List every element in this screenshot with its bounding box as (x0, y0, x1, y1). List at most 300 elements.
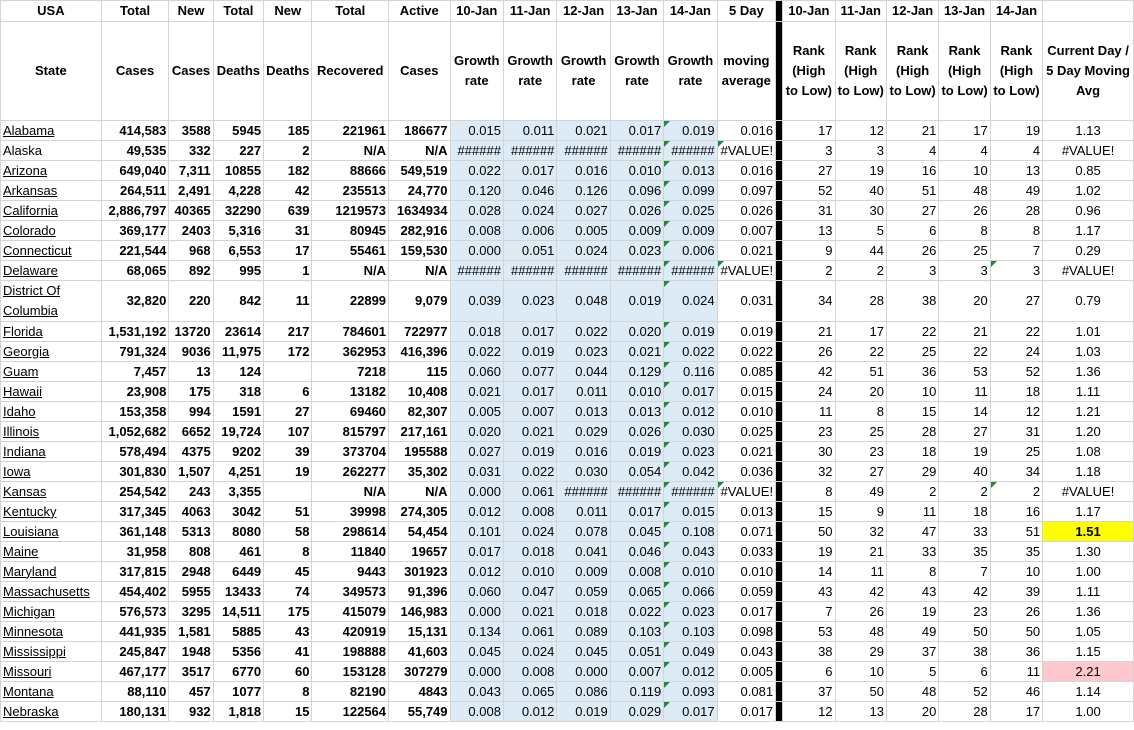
data-cell[interactable]: 2 (783, 261, 835, 281)
data-cell[interactable]: 0.019 (664, 322, 717, 342)
data-cell[interactable]: 722977 (389, 322, 450, 342)
data-cell[interactable]: 0.010 (503, 562, 556, 582)
data-cell[interactable]: 0.022 (664, 342, 717, 362)
data-cell[interactable]: 13720 (169, 322, 213, 342)
data-cell[interactable]: 175 (264, 602, 312, 622)
data-cell[interactable]: 217 (264, 322, 312, 342)
data-cell[interactable]: 32 (783, 462, 835, 482)
data-cell[interactable]: 243 (169, 482, 213, 502)
data-cell[interactable]: 416,396 (389, 342, 450, 362)
data-cell[interactable]: 12 (990, 402, 1042, 422)
data-cell[interactable]: 0.85 (1043, 161, 1134, 181)
data-cell[interactable]: 16 (990, 502, 1042, 522)
data-cell[interactable]: 1 (264, 261, 312, 281)
data-cell[interactable]: 32290 (213, 201, 263, 221)
data-cell[interactable]: 175 (169, 382, 213, 402)
data-cell[interactable]: 19 (886, 602, 938, 622)
data-cell[interactable]: 0.045 (557, 642, 610, 662)
data-cell[interactable]: 46 (990, 682, 1042, 702)
data-cell[interactable]: 11,975 (213, 342, 263, 362)
data-cell[interactable]: 11 (264, 281, 312, 322)
data-cell[interactable]: 0.047 (503, 582, 556, 602)
data-cell[interactable]: 1.03 (1043, 342, 1134, 362)
data-cell[interactable]: 36 (990, 642, 1042, 662)
data-cell[interactable]: 0.023 (557, 342, 610, 362)
data-cell[interactable]: 842 (213, 281, 263, 322)
data-cell[interactable]: 34 (783, 281, 835, 322)
data-cell[interactable]: 4 (990, 141, 1042, 161)
data-cell[interactable]: ###### (664, 141, 717, 161)
data-cell[interactable]: 815797 (312, 422, 389, 442)
data-cell[interactable]: 361,148 (101, 522, 169, 542)
data-cell[interactable]: 0.054 (610, 462, 663, 482)
data-cell[interactable]: N/A (312, 482, 389, 502)
data-cell[interactable]: 1.18 (1043, 462, 1134, 482)
data-cell[interactable]: 18 (886, 442, 938, 462)
data-cell[interactable]: 2403 (169, 221, 213, 241)
data-cell[interactable]: 1.17 (1043, 502, 1134, 522)
data-cell[interactable]: 19,724 (213, 422, 263, 442)
data-cell[interactable]: 11 (835, 562, 886, 582)
data-cell[interactable]: 0.011 (503, 121, 556, 141)
data-cell[interactable]: 24 (783, 382, 835, 402)
data-cell[interactable]: 0.042 (664, 462, 717, 482)
data-cell[interactable]: 298614 (312, 522, 389, 542)
data-cell[interactable]: N/A (389, 261, 450, 281)
data-cell[interactable]: 0.012 (450, 562, 503, 582)
data-cell[interactable]: 0.044 (557, 362, 610, 382)
data-cell[interactable]: 317,815 (101, 562, 169, 582)
data-cell[interactable]: 0.043 (450, 682, 503, 702)
data-cell[interactable]: 23614 (213, 322, 263, 342)
data-cell[interactable]: 16 (886, 161, 938, 181)
data-cell[interactable]: 0.019 (610, 281, 663, 322)
state-link[interactable]: Missouri (1, 662, 102, 682)
data-cell[interactable]: 39 (990, 582, 1042, 602)
data-cell[interactable]: 26 (990, 602, 1042, 622)
data-cell[interactable]: ###### (450, 261, 503, 281)
data-cell[interactable]: 23 (783, 422, 835, 442)
data-cell[interactable]: 1.00 (1043, 562, 1134, 582)
data-cell[interactable]: 0.010 (610, 161, 663, 181)
data-cell[interactable]: 44 (835, 241, 886, 261)
data-cell[interactable]: 12 (783, 702, 835, 722)
state-link[interactable]: Hawaii (1, 382, 102, 402)
data-cell[interactable]: 3042 (213, 502, 263, 522)
state-link[interactable]: Arkansas (1, 181, 102, 201)
data-cell[interactable]: 0.020 (450, 422, 503, 442)
data-cell[interactable]: 0.061 (503, 482, 556, 502)
data-cell[interactable]: 0.024 (503, 201, 556, 221)
data-cell[interactable]: 0.051 (503, 241, 556, 261)
data-cell[interactable]: 10 (886, 382, 938, 402)
data-cell[interactable]: 784601 (312, 322, 389, 342)
data-cell[interactable]: 0.039 (450, 281, 503, 322)
data-cell[interactable]: 0.007 (503, 402, 556, 422)
header-cell[interactable]: Deaths (213, 22, 263, 121)
data-cell[interactable]: 31 (990, 422, 1042, 442)
data-cell[interactable]: 52 (783, 181, 835, 201)
data-cell[interactable]: 9,079 (389, 281, 450, 322)
data-cell[interactable]: 0.016 (557, 161, 610, 181)
data-cell[interactable]: 55461 (312, 241, 389, 261)
data-cell[interactable]: 0.023 (610, 241, 663, 261)
state-link[interactable]: Illinois (1, 422, 102, 442)
data-cell[interactable]: 454,402 (101, 582, 169, 602)
data-cell[interactable]: ###### (610, 261, 663, 281)
header-cell[interactable]: Rank (High to Low) (835, 22, 886, 121)
header-cell[interactable]: Rank (High to Low) (990, 22, 1042, 121)
data-cell[interactable]: 0.017 (450, 542, 503, 562)
data-cell[interactable]: 195588 (389, 442, 450, 462)
data-cell[interactable]: 1.36 (1043, 362, 1134, 382)
data-cell[interactable]: 1219573 (312, 201, 389, 221)
state-link[interactable]: Alaska (1, 141, 102, 161)
data-cell[interactable]: 274,305 (389, 502, 450, 522)
data-cell[interactable]: 27 (990, 281, 1042, 322)
data-cell[interactable]: 0.101 (450, 522, 503, 542)
data-cell[interactable]: 21 (939, 322, 990, 342)
data-cell[interactable]: 0.006 (664, 241, 717, 261)
data-cell[interactable]: 13 (835, 702, 886, 722)
data-cell[interactable]: 0.120 (450, 181, 503, 201)
data-cell[interactable]: 8 (264, 542, 312, 562)
data-cell[interactable]: 53 (783, 622, 835, 642)
data-cell[interactable]: 27 (835, 462, 886, 482)
data-cell[interactable]: 17 (939, 121, 990, 141)
data-cell[interactable]: 11 (783, 402, 835, 422)
data-cell[interactable]: 8 (990, 221, 1042, 241)
data-cell[interactable]: 0.022 (557, 322, 610, 342)
data-cell[interactable]: #VALUE! (1043, 261, 1134, 281)
data-cell[interactable]: 13 (990, 161, 1042, 181)
data-cell[interactable]: 0.022 (717, 342, 775, 362)
data-cell[interactable]: 0.031 (717, 281, 775, 322)
data-cell[interactable]: #VALUE! (717, 261, 775, 281)
state-link[interactable]: Colorado (1, 221, 102, 241)
data-cell[interactable]: 9 (783, 241, 835, 261)
data-cell[interactable]: 21 (835, 542, 886, 562)
data-cell[interactable]: 3 (783, 141, 835, 161)
data-cell[interactable]: 60 (264, 662, 312, 682)
data-cell[interactable]: 13433 (213, 582, 263, 602)
state-link[interactable]: Idaho (1, 402, 102, 422)
data-cell[interactable]: 19657 (389, 542, 450, 562)
data-cell[interactable]: 3588 (169, 121, 213, 141)
data-cell[interactable]: 19 (264, 462, 312, 482)
data-cell[interactable]: 0.036 (717, 462, 775, 482)
data-cell[interactable]: 22899 (312, 281, 389, 322)
data-cell[interactable]: 0.007 (717, 221, 775, 241)
data-cell[interactable]: 0.098 (717, 622, 775, 642)
data-cell[interactable]: 198888 (312, 642, 389, 662)
data-cell[interactable]: 0.021 (557, 121, 610, 141)
data-cell[interactable]: 994 (169, 402, 213, 422)
data-cell[interactable]: 51 (990, 522, 1042, 542)
data-cell[interactable]: 373704 (312, 442, 389, 462)
data-cell[interactable]: 2,886,797 (101, 201, 169, 221)
data-cell[interactable]: 1.20 (1043, 422, 1134, 442)
data-cell[interactable]: 47 (886, 522, 938, 542)
state-link[interactable]: California (1, 201, 102, 221)
data-cell[interactable]: 40365 (169, 201, 213, 221)
data-cell[interactable]: ###### (610, 482, 663, 502)
data-cell[interactable]: 0.000 (557, 662, 610, 682)
data-cell[interactable]: 38 (939, 642, 990, 662)
data-cell[interactable]: 7218 (312, 362, 389, 382)
data-cell[interactable]: 457 (169, 682, 213, 702)
data-cell[interactable]: 0.059 (717, 582, 775, 602)
header-cell[interactable]: 10-Jan (783, 1, 835, 22)
data-cell[interactable]: 0.021 (717, 241, 775, 261)
data-cell[interactable]: 23 (939, 602, 990, 622)
data-cell[interactable]: 28 (835, 281, 886, 322)
header-cell[interactable]: 10-Jan (450, 1, 503, 22)
data-cell[interactable]: 1.11 (1043, 382, 1134, 402)
data-cell[interactable]: 74 (264, 582, 312, 602)
data-cell[interactable]: 0.012 (664, 662, 717, 682)
data-cell[interactable]: 220 (169, 281, 213, 322)
data-cell[interactable]: 35 (939, 542, 990, 562)
data-cell[interactable]: 369,177 (101, 221, 169, 241)
data-cell[interactable]: 639 (264, 201, 312, 221)
data-cell[interactable]: 28 (886, 422, 938, 442)
data-cell[interactable]: 0.009 (557, 562, 610, 582)
data-cell[interactable]: ###### (664, 482, 717, 502)
data-cell[interactable]: 8080 (213, 522, 263, 542)
data-cell[interactable]: 31 (783, 201, 835, 221)
data-cell[interactable]: 23 (835, 442, 886, 462)
data-cell[interactable]: 0.096 (610, 181, 663, 201)
header-cell[interactable]: 12-Jan (886, 1, 938, 22)
data-cell[interactable]: 791,324 (101, 342, 169, 362)
data-cell[interactable]: 0.103 (664, 622, 717, 642)
data-cell[interactable]: 0.097 (717, 181, 775, 201)
data-cell[interactable]: 124 (213, 362, 263, 382)
data-cell[interactable]: 39998 (312, 502, 389, 522)
data-cell[interactable]: 1634934 (389, 201, 450, 221)
data-cell[interactable]: 15 (783, 502, 835, 522)
data-cell[interactable]: 0.033 (717, 542, 775, 562)
header-cell[interactable]: Growth rate (610, 22, 663, 121)
state-link[interactable]: Iowa (1, 462, 102, 482)
data-cell[interactable]: 53 (939, 362, 990, 382)
data-cell[interactable]: 2,491 (169, 181, 213, 201)
data-cell[interactable]: 0.017 (610, 121, 663, 141)
data-cell[interactable]: 0.026 (610, 422, 663, 442)
data-cell[interactable]: 0.025 (717, 422, 775, 442)
data-cell[interactable]: 441,935 (101, 622, 169, 642)
data-cell[interactable]: 2 (835, 261, 886, 281)
data-cell[interactable]: 0.046 (610, 542, 663, 562)
data-cell[interactable]: 82190 (312, 682, 389, 702)
data-cell[interactable]: 0.017 (503, 322, 556, 342)
header-cell[interactable]: Rank (High to Low) (886, 22, 938, 121)
data-cell[interactable]: 0.066 (664, 582, 717, 602)
data-cell[interactable]: 221,544 (101, 241, 169, 261)
data-cell[interactable]: 55,749 (389, 702, 450, 722)
data-cell[interactable]: 0.026 (717, 201, 775, 221)
data-cell[interactable]: 649,040 (101, 161, 169, 181)
data-cell[interactable]: 27 (783, 161, 835, 181)
data-cell[interactable]: 8 (939, 221, 990, 241)
data-cell[interactable]: ###### (503, 141, 556, 161)
data-cell[interactable]: ###### (557, 261, 610, 281)
data-cell[interactable]: 31 (264, 221, 312, 241)
header-cell[interactable]: Recovered (312, 22, 389, 121)
data-cell[interactable]: 41,603 (389, 642, 450, 662)
data-cell[interactable]: 49 (990, 181, 1042, 201)
data-cell[interactable]: 0.023 (503, 281, 556, 322)
data-cell[interactable]: 28 (939, 702, 990, 722)
header-cell[interactable]: Total (213, 1, 263, 22)
data-cell[interactable]: 54,454 (389, 522, 450, 542)
data-cell[interactable]: 180,131 (101, 702, 169, 722)
data-cell[interactable]: 0.015 (664, 502, 717, 522)
data-cell[interactable]: 146,983 (389, 602, 450, 622)
data-cell[interactable]: 88,110 (101, 682, 169, 702)
data-cell[interactable]: 82,307 (389, 402, 450, 422)
data-cell[interactable]: 42 (835, 582, 886, 602)
data-cell[interactable]: 0.030 (664, 422, 717, 442)
data-cell[interactable]: 414,583 (101, 121, 169, 141)
data-cell[interactable]: 40 (835, 181, 886, 201)
data-cell[interactable]: 0.078 (557, 522, 610, 542)
data-cell[interactable]: 36 (886, 362, 938, 382)
data-cell[interactable]: 217,161 (389, 422, 450, 442)
data-cell[interactable]: 1.21 (1043, 402, 1134, 422)
data-cell[interactable]: 52 (939, 682, 990, 702)
data-cell[interactable]: 24,770 (389, 181, 450, 201)
data-cell[interactable]: 1.00 (1043, 702, 1134, 722)
data-cell[interactable]: 0.089 (557, 622, 610, 642)
header-cell[interactable]: 14-Jan (664, 1, 717, 22)
data-cell[interactable]: 42 (939, 582, 990, 602)
data-cell[interactable]: 0.045 (610, 522, 663, 542)
data-cell[interactable]: 0.093 (664, 682, 717, 702)
data-cell[interactable]: 107 (264, 422, 312, 442)
data-cell[interactable]: 25 (939, 241, 990, 261)
data-cell[interactable]: ###### (664, 261, 717, 281)
data-cell[interactable]: 3 (939, 261, 990, 281)
data-cell[interactable]: 7 (939, 562, 990, 582)
data-cell[interactable]: 27 (886, 201, 938, 221)
data-cell[interactable]: 43 (783, 582, 835, 602)
data-cell[interactable]: 23,908 (101, 382, 169, 402)
data-cell[interactable]: 0.012 (503, 702, 556, 722)
data-cell[interactable]: 1.13 (1043, 121, 1134, 141)
state-link[interactable]: Maine (1, 542, 102, 562)
data-cell[interactable]: 6 (939, 662, 990, 682)
data-cell[interactable]: 4 (939, 141, 990, 161)
data-cell[interactable]: 0.017 (664, 382, 717, 402)
data-cell[interactable]: 0.023 (664, 442, 717, 462)
header-cell[interactable]: Growth rate (664, 22, 717, 121)
data-cell[interactable]: 0.043 (664, 542, 717, 562)
data-cell[interactable]: 24 (990, 342, 1042, 362)
data-cell[interactable]: 0.019 (503, 442, 556, 462)
data-cell[interactable]: 33 (939, 522, 990, 542)
data-cell[interactable]: 35 (990, 542, 1042, 562)
data-cell[interactable]: ###### (557, 141, 610, 161)
data-cell[interactable]: 5945 (213, 121, 263, 141)
data-cell[interactable]: 6,553 (213, 241, 263, 261)
data-cell[interactable]: 80945 (312, 221, 389, 241)
state-link[interactable]: Connecticut (1, 241, 102, 261)
data-cell[interactable]: 0.013 (664, 161, 717, 181)
data-cell[interactable]: 182 (264, 161, 312, 181)
data-cell[interactable]: 0.086 (557, 682, 610, 702)
data-cell[interactable]: 0.011 (557, 502, 610, 522)
data-cell[interactable]: 0.017 (717, 702, 775, 722)
header-cell[interactable]: Growth rate (557, 22, 610, 121)
data-cell[interactable]: 0.049 (664, 642, 717, 662)
data-cell[interactable]: 43 (264, 622, 312, 642)
data-cell[interactable]: 51 (264, 502, 312, 522)
data-cell[interactable]: 0.023 (664, 602, 717, 622)
data-cell[interactable]: #VALUE! (717, 482, 775, 502)
data-cell[interactable]: 0.019 (557, 702, 610, 722)
data-cell[interactable]: ###### (610, 141, 663, 161)
data-cell[interactable]: 0.018 (450, 322, 503, 342)
data-cell[interactable]: 32,820 (101, 281, 169, 322)
data-cell[interactable]: 9 (835, 502, 886, 522)
data-cell[interactable]: 37 (886, 642, 938, 662)
data-cell[interactable]: 32 (835, 522, 886, 542)
data-cell[interactable]: 49 (835, 482, 886, 502)
data-cell[interactable]: 1.51 (1043, 522, 1134, 542)
data-cell[interactable]: 1.17 (1043, 221, 1134, 241)
data-cell[interactable]: ###### (503, 261, 556, 281)
data-cell[interactable]: 349573 (312, 582, 389, 602)
data-cell[interactable]: 58 (264, 522, 312, 542)
data-cell[interactable]: 0.79 (1043, 281, 1134, 322)
header-cell[interactable]: Growth rate (503, 22, 556, 121)
data-cell[interactable]: 19 (939, 442, 990, 462)
data-cell[interactable]: 7,311 (169, 161, 213, 181)
data-cell[interactable]: 0.013 (717, 502, 775, 522)
data-cell[interactable]: 0.009 (664, 221, 717, 241)
data-cell[interactable]: #VALUE! (717, 141, 775, 161)
data-cell[interactable]: 2 (886, 482, 938, 502)
data-cell[interactable]: 0.005 (717, 662, 775, 682)
data-cell[interactable]: 0.007 (610, 662, 663, 682)
data-cell[interactable]: 420919 (312, 622, 389, 642)
data-cell[interactable]: 0.010 (717, 402, 775, 422)
data-cell[interactable]: ###### (557, 482, 610, 502)
data-cell[interactable]: 25 (990, 442, 1042, 462)
data-cell[interactable]: 0.017 (503, 161, 556, 181)
data-cell[interactable] (264, 482, 312, 502)
data-cell[interactable]: 0.108 (664, 522, 717, 542)
header-cell[interactable]: Deaths (264, 22, 312, 121)
data-cell[interactable]: 1948 (169, 642, 213, 662)
data-cell[interactable]: 0.071 (717, 522, 775, 542)
data-cell[interactable]: 0.021 (610, 342, 663, 362)
data-cell[interactable]: 0.008 (450, 702, 503, 722)
data-cell[interactable]: 0.022 (503, 462, 556, 482)
data-cell[interactable]: N/A (312, 261, 389, 281)
data-cell[interactable]: 21 (886, 121, 938, 141)
data-cell[interactable]: 0.027 (557, 201, 610, 221)
data-cell[interactable]: 1,052,682 (101, 422, 169, 442)
data-cell[interactable]: 221961 (312, 121, 389, 141)
data-cell[interactable]: 0.017 (503, 382, 556, 402)
data-cell[interactable]: 20 (835, 382, 886, 402)
data-cell[interactable]: 578,494 (101, 442, 169, 462)
data-cell[interactable]: 10 (990, 562, 1042, 582)
data-cell[interactable]: 5313 (169, 522, 213, 542)
